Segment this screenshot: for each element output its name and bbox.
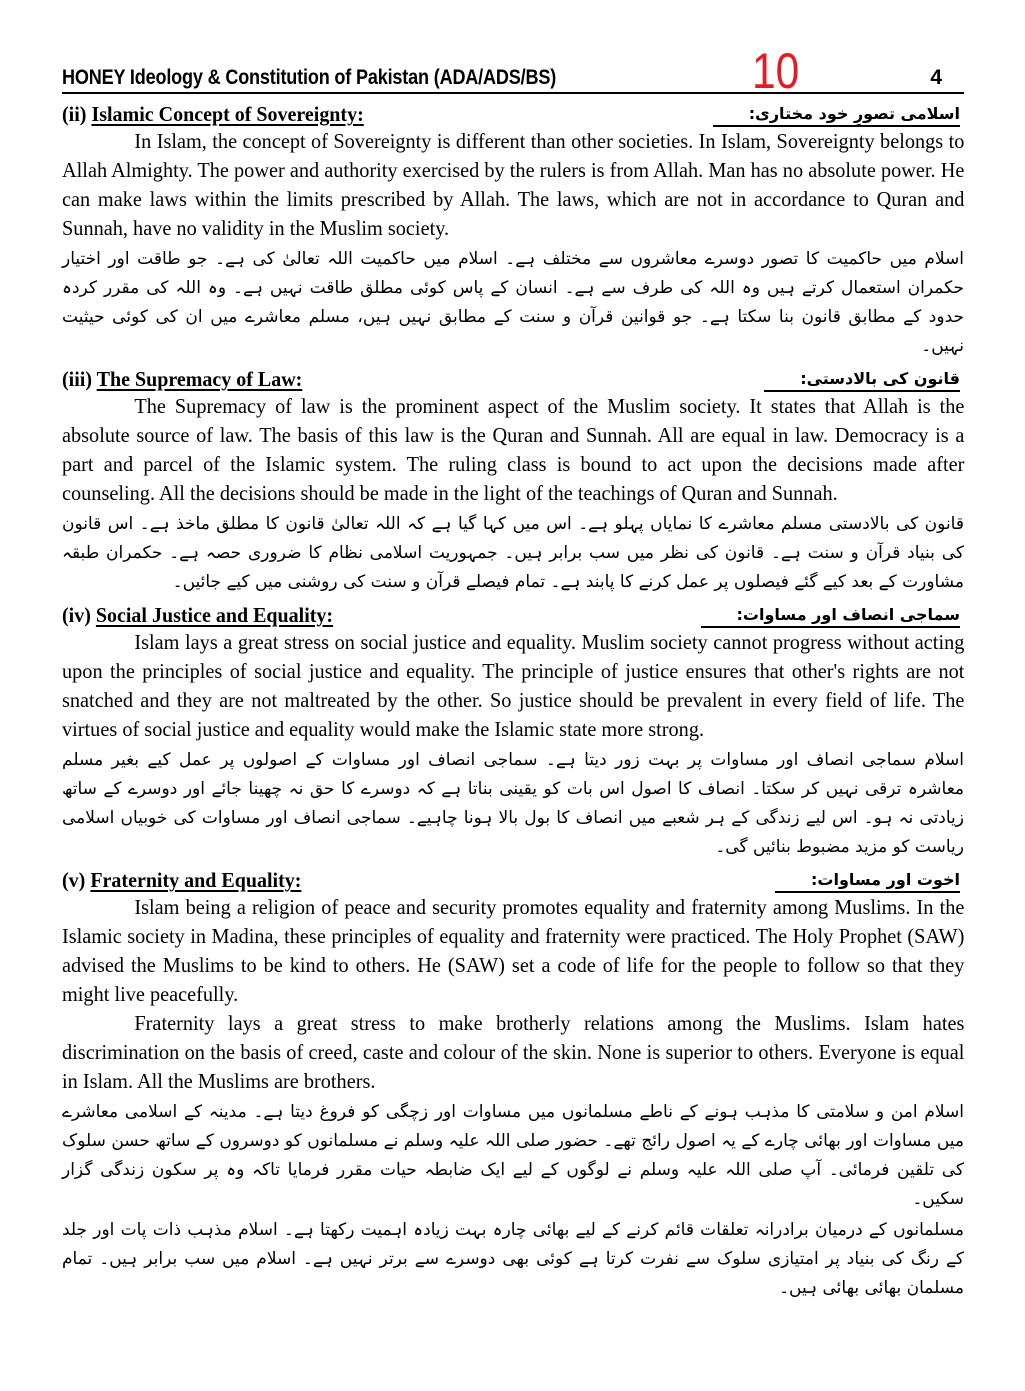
section-heading <box>62 98 964 127</box>
english-paragraph: In Islam, the concept of Sovereignty is different than other societies. In Islam, Sovereignty belongs to Allah Almighty. The power and authority exercised by the rulers is from Allah. Man has no absolute power. He can make laws within the limits prescribed by Allah. The laws, which are not in accordance to Quran and Sunnah, have no validity in the Muslim society. <box>62 129 965 240</box>
urdu-paragraph: مسلمانوں کے درمیان برادرانہ تعلقات قائم کرنے کے لیے بھائی چارہ بہت زیادہ اہمیت رکھتا ہے۔ اسلام مذہب ذات پات اور جلد کے رنگ کی بنیاد پر امتیازی سلوک سے نفرت کرتا ہے کوئی بھی دوسرے سے برتر نہیں ہے۔ اسلام میں سب برابر ہیں۔ تمام مسلمان بھائی بھائی ہیں۔ <box>62 1220 964 1298</box>
page-header <box>62 30 964 99</box>
document-page <box>62 30 964 1303</box>
section-heading-english <box>62 102 364 127</box>
section-heading-urdu: سماجی انصاف اور مساوات: <box>701 605 961 628</box>
section-title: Islamic Concept of Sovereignty: <box>91 102 364 126</box>
section-heading-english <box>62 868 301 893</box>
section-heading-english <box>62 603 333 628</box>
section-heading-urdu: قانون کی بالادستی: <box>764 369 960 392</box>
urdu-paragraph: اسلام امن و سلامتی کا مذہب ہونے کے ناطے مسلمانوں میں مساوات اور زچگی کو فروغ دیتا ہے۔ مدینہ کے اسلامی معاشرے میں مساوات اور بھائی چارے کے یہ اصول رائج تھے۔ حضور صلی اللہ علیہ وسلم نے مسلمانوں کو دوسروں کے ساتھ حسن سلوک کی تلقین فرمائی۔ آپ صلی اللہ علیہ وسلم نے لوگوں کے لیے ایک ضابطہ حیات مقرر فرمایا تاکہ وہ پر سکون زندگی گزار سکیں۔ <box>62 1102 964 1209</box>
section-heading <box>62 864 964 893</box>
section-title: Social Justice and Equality: <box>95 603 334 627</box>
urdu-paragraph: اسلام میں حاکمیت کا تصور دوسرے معاشروں سے مختلف ہے۔ اسلام میں حاکمیت اللہ تعالیٰ کی ہے۔ جو طاقت اور اختیار حکمران استعمال کرتے ہیں وہ اللہ کی طرف سے ہے۔ انسان کے پاس کوئی مطلق طاقت نہیں ہے۔ وہ اللہ کی مقرر کردہ حدود کے مطابق قانون بنا سکتا ہے۔ جو قوانین قرآن و سنت کے مطابق نہیں ہیں، مسلم معاشرے میں ان کی کوئی حیثیت نہیں۔ <box>62 249 964 356</box>
english-paragraph: Islam lays a great stress on social justice and equality. Muslim society cannot progress without acting upon the principles of social justice and equality. The principle of justice ensures that other's rights are not snatched and they are not maltreated by the other. So justice should be prevalent in every field of life. The virtues of social justice and equality would make the Islamic state more strong. <box>62 630 965 741</box>
section-number: (iii) <box>62 367 92 391</box>
section-heading-english <box>62 367 302 392</box>
section-heading <box>62 363 964 392</box>
section-number: (ii) <box>62 102 87 126</box>
section-sovereignty <box>62 98 964 361</box>
section-number: (iv) <box>62 603 91 627</box>
english-paragraph: Fraternity lays a great stress to make brotherly relations among the Muslims. Islam hates discrimination on the basis of creed, caste and colour of the skin. None is superior to others. Everyone is equal in Islam. All the Muslims are brothers. <box>62 1011 965 1093</box>
section-heading-urdu: اخوت اور مساوات: <box>775 870 960 893</box>
section-title: The Supremacy of Law: <box>96 367 303 391</box>
section-title: Fraternity and Equality: <box>90 868 302 892</box>
header-title: HONEY Ideology & Constitution of Pakistan (ADA/ADS/BS) <box>62 66 557 89</box>
page-number: 4 <box>930 66 942 89</box>
section-heading <box>62 599 964 628</box>
english-paragraph: Islam being a religion of peace and security promotes equality and fraternity among Muslims. In the Islamic society in Madina, these principles of equality and fraternity were practiced. The Holy Prophet (SAW) advised the Muslims to be kind to others. He (SAW) set a code of life for the people to follow so that they might live peacefully. <box>62 895 965 1006</box>
section-heading-urdu: اسلامی تصورِ خود مختاری: <box>713 104 960 127</box>
urdu-paragraph: اسلام سماجی انصاف اور مساوات پر بہت زور دیتا ہے۔ سماجی انصاف اور مساوات کے اصولوں پر عمل کیے بغیر مسلم معاشرہ ترقی نہیں کر سکتا۔ انصاف کا اصول اس بات کو یقینی بناتا ہے کہ دوسرے کا حق نہ چھینا جائے اور دوسرے کے ساتھ زیادتی نہ ہو۔ اس لیے زندگی کے ہر شعبے میں انصاف کا بول بالا ہونا چاہیے۔ سماجی انصاف اور مساوات کی خوبیاں اسلامی ریاست کو مزید مضبوط بنائیں گی۔ <box>62 750 964 857</box>
header-badge-number: 10 <box>752 43 800 99</box>
section-number: (v) <box>62 868 86 892</box>
section-fraternity <box>62 864 964 1303</box>
urdu-paragraph: قانون کی بالادستی مسلم معاشرے کا نمایاں پہلو ہے۔ اس میں کہا گیا ہے کہ اللہ تعالیٰ قانون کا مطلق ماخذ ہے۔ اس قانون کی بنیاد قرآن و سنت ہے۔ قانون کی نظر میں سب برابر ہیں۔ جمہوریت اسلامی نظام کا ضروری حصہ ہے۔ حکمران طبقہ مشاورت کے بعد کیے گئے فیصلوں پر عمل کرنے کا پابند ہے۔ تمام فیصلے قرآن و سنت کی روشنی میں کیے جائیں۔ <box>62 514 964 592</box>
section-supremacy-of-law <box>62 363 964 597</box>
english-paragraph: The Supremacy of law is the prominent aspect of the Muslim society. It states that Allah is the absolute source of law. The basis of this law is the Quran and Sunnah. All are equal in law. Democracy is a part and parcel of the Islamic system. The ruling class is bound to act upon the decisions made after counseling. All the decisions should be made in the light of the teachings of Quran and Sunnah. <box>62 394 965 505</box>
section-social-justice <box>62 599 964 862</box>
